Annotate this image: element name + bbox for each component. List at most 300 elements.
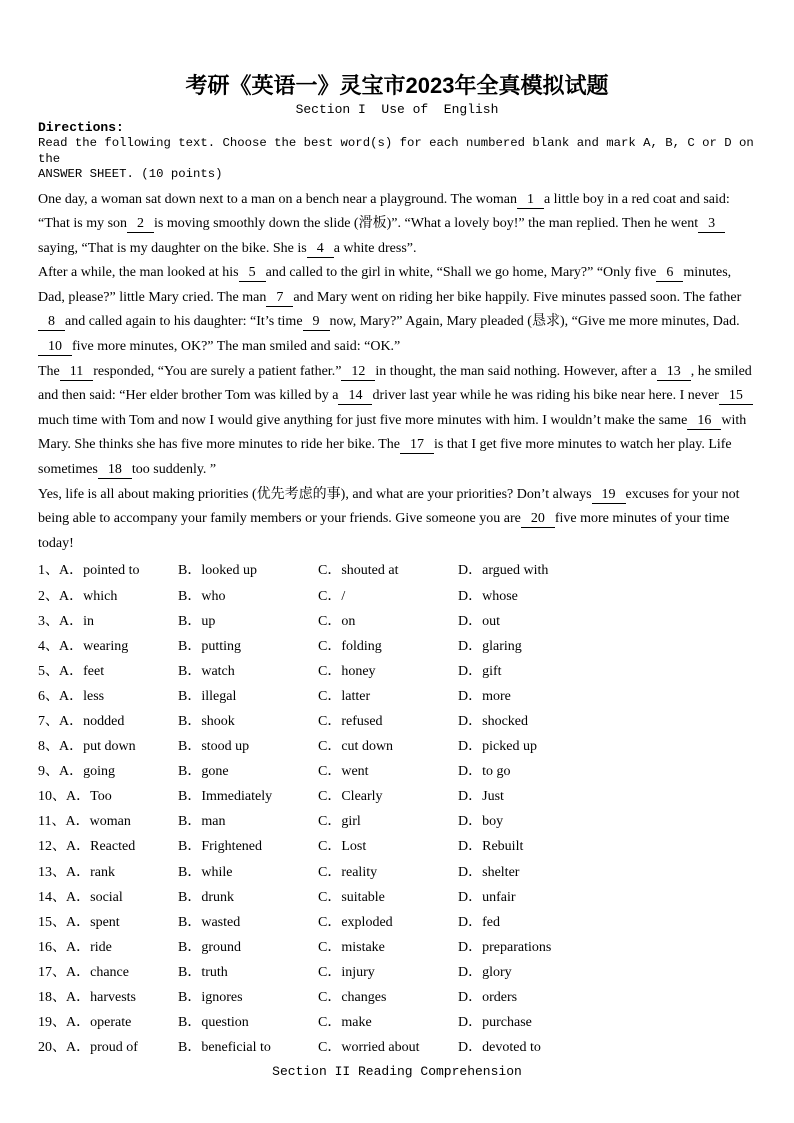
option-label: A． (66, 789, 91, 805)
question-16-option-c (318, 935, 458, 960)
question-number: 1、 (38, 563, 59, 579)
option-text: went (341, 764, 369, 780)
question-8-option-c (318, 734, 458, 759)
question-10-option-a (38, 784, 178, 809)
option-label: C． (318, 1040, 342, 1056)
option-label: D． (458, 939, 483, 955)
option-text: beneficial to (201, 1040, 271, 1056)
option-text: Frightened (201, 839, 262, 855)
question-11-option-d (458, 809, 756, 834)
option-label: A． (66, 939, 91, 955)
question-3-option-b (178, 609, 318, 634)
option-text: cut down (341, 739, 394, 755)
question-11-option-c (318, 809, 458, 834)
question-number: 19、 (38, 1015, 66, 1031)
option-text: reality (341, 864, 378, 880)
option-label: A． (59, 638, 84, 654)
option-label: C． (318, 914, 342, 930)
option-text: operate (90, 1015, 132, 1031)
question-row-1 (38, 558, 756, 583)
option-label: C． (318, 588, 342, 604)
option-text: social (90, 889, 123, 905)
question-14-option-b (178, 885, 318, 910)
question-row-10 (38, 784, 756, 809)
option-label: B． (178, 914, 202, 930)
cloze-blank-7: 7 (266, 289, 293, 307)
question-number: 13、 (38, 864, 66, 880)
option-text: argued with (482, 563, 549, 579)
option-text: exploded (341, 914, 393, 930)
option-text: drunk (201, 889, 235, 905)
question-1-option-a (38, 558, 178, 583)
option-text: chance (90, 964, 129, 980)
option-text: suitable (341, 889, 385, 905)
question-7-option-d (458, 709, 756, 734)
option-label: D． (458, 814, 483, 830)
passage-paragraph: One day, a woman sat down next to a man on a bench near a playground. The woman 1 a little boy in a red coat and said: “That is my son 2 is moving smoothly down the slide (滑板)”. “What a lovely boy!” the man replied. Then he went 3saying, “That is my daughter on the bike. She is 4 a white dress”. (38, 191, 730, 256)
section2-heading: Section II Reading Comprehension (272, 1064, 522, 1080)
question-row-12 (38, 834, 756, 859)
option-text: put down (83, 739, 136, 755)
question-15-option-c (318, 910, 458, 935)
option-label: B． (178, 839, 202, 855)
option-label: B． (178, 939, 202, 955)
option-text: less (83, 688, 105, 704)
question-18-option-a (38, 985, 178, 1010)
option-label: D． (458, 914, 483, 930)
question-row-18 (38, 985, 756, 1010)
question-number: 12、 (38, 839, 66, 855)
question-15-option-b (178, 910, 318, 935)
question-10-option-b (178, 784, 318, 809)
cloze-blank-2: 2 (127, 215, 154, 233)
option-label: A． (59, 688, 84, 704)
option-label: C． (318, 739, 342, 755)
question-20-option-a (38, 1035, 178, 1060)
question-5-option-c (318, 659, 458, 684)
option-label: A． (59, 713, 84, 729)
option-text: to go (482, 764, 511, 780)
option-text: shook (201, 713, 235, 729)
option-label: B． (178, 588, 202, 604)
option-text: man (201, 814, 226, 830)
option-text: shelter (482, 864, 520, 880)
option-text: picked up (482, 739, 537, 755)
option-label: D． (458, 663, 483, 679)
option-label: A． (66, 990, 91, 1005)
option-label: C． (318, 814, 342, 830)
option-text: rank (90, 864, 116, 880)
question-number: 4、 (38, 638, 59, 654)
question-12-option-c (318, 834, 458, 859)
option-label: A． (59, 588, 84, 604)
question-number: 10、 (38, 789, 66, 805)
option-text: / (341, 588, 346, 604)
option-text: devoted to (482, 1040, 541, 1056)
option-label: A． (59, 613, 84, 629)
option-text: stood up (201, 739, 250, 755)
option-label: A． (65, 814, 90, 830)
question-11-option-b (178, 809, 318, 834)
question-18-option-c (318, 985, 458, 1010)
option-text: refused (341, 713, 383, 729)
question-5-option-d (458, 659, 756, 684)
option-label: C． (318, 688, 342, 704)
option-label: A． (59, 563, 84, 579)
option-label: D． (458, 864, 483, 880)
option-label: D． (458, 764, 483, 780)
question-6-option-b (178, 684, 318, 709)
option-text: proud of (90, 1040, 138, 1056)
question-number: 5、 (38, 663, 59, 679)
cloze-blank-18: 18 (98, 461, 132, 479)
question-12-option-d (458, 834, 756, 859)
option-text: in (83, 613, 95, 629)
question-15-option-a (38, 910, 178, 935)
option-label: C． (318, 613, 342, 629)
question-row-6 (38, 684, 756, 709)
option-label: A． (66, 889, 91, 905)
option-label: B． (178, 563, 202, 579)
question-row-8 (38, 734, 756, 759)
question-row-7 (38, 709, 756, 734)
question-4-option-d (458, 634, 756, 659)
question-13-option-b (178, 860, 318, 885)
question-7-option-c (318, 709, 458, 734)
option-label: D． (458, 739, 483, 755)
question-9-option-d (458, 759, 756, 784)
question-number: 17、 (38, 964, 66, 980)
option-text: worried about (341, 1040, 420, 1056)
question-4-option-c (318, 634, 458, 659)
option-text: purchase (482, 1015, 532, 1031)
option-text: more (482, 688, 511, 704)
question-1-option-c (318, 558, 458, 583)
question-18-option-d (458, 985, 756, 1010)
option-text: harvests (90, 990, 137, 1005)
option-text: ignores (201, 990, 243, 1005)
question-5-option-a (38, 659, 178, 684)
option-label: C． (318, 1015, 342, 1031)
question-row-16 (38, 935, 756, 960)
option-text: ride (90, 939, 112, 955)
question-row-11 (38, 809, 756, 834)
option-label: B． (178, 739, 202, 755)
question-1-option-d (458, 558, 756, 583)
question-3-option-d (458, 609, 756, 634)
option-text: shocked (482, 713, 529, 729)
option-label: D． (458, 1040, 483, 1056)
cloze-blank-15: 15 (719, 387, 753, 405)
cloze-blank-10: 10 (38, 338, 72, 356)
option-text: preparations (482, 939, 552, 955)
question-number: 18、 (38, 990, 66, 1005)
question-19-option-d (458, 1010, 756, 1035)
option-label: B． (178, 1015, 202, 1031)
question-row-14 (38, 885, 756, 910)
question-17-option-d (458, 960, 756, 985)
question-row-3 (38, 609, 756, 634)
passage-paragraph: After a while, the man looked at his 5 and called to the girl in white, “Shall we go home, Mary?” “Only five 6 minutes, Dad, please?” little Mary cried. The man 7 and Mary went on riding her bike happily. Five minutes passed soon. The father8 and called again to his daughter: “It’s time 9 now, Mary?” Again, Mary pleaded (恳求), “Give me more minutes, Dad.10 five more minutes, OK?” The man smiled and said: “OK.” (38, 265, 742, 355)
option-label: A． (66, 914, 91, 930)
option-text: Rebuilt (482, 839, 524, 855)
question-2-option-b (178, 584, 318, 609)
question-6-option-d (458, 684, 756, 709)
question-13-option-a (38, 860, 178, 885)
option-label: B． (178, 688, 202, 704)
option-label: B． (178, 638, 202, 654)
option-text: orders (482, 990, 518, 1005)
option-label: C． (318, 990, 342, 1005)
option-label: B． (178, 814, 202, 830)
option-text: woman (89, 814, 131, 830)
option-label: C． (318, 663, 342, 679)
option-label: A． (59, 739, 84, 755)
question-row-20 (38, 1035, 756, 1060)
cloze-blank-20: 20 (521, 510, 555, 528)
option-text: going (83, 764, 116, 780)
question-8-option-a (38, 734, 178, 759)
option-text: which (83, 588, 118, 604)
option-text: changes (341, 990, 387, 1005)
option-text: Lost (341, 839, 367, 855)
question-3-option-c (318, 609, 458, 634)
option-label: C． (318, 638, 342, 654)
question-8-option-b (178, 734, 318, 759)
question-6-option-c (318, 684, 458, 709)
question-row-5 (38, 659, 756, 684)
question-number: 2、 (38, 588, 59, 604)
question-row-2 (38, 584, 756, 609)
option-label: A． (66, 1015, 91, 1031)
option-text: nodded (83, 713, 125, 729)
option-label: A． (66, 864, 91, 880)
option-text: gone (201, 764, 229, 780)
question-number: 11、 (38, 814, 66, 830)
question-12-option-a (38, 834, 178, 859)
cloze-blank-5: 5 (239, 264, 266, 282)
section1-heading: Section I Use of English (295, 102, 499, 117)
option-text: on (341, 613, 356, 629)
option-text: illegal (201, 688, 237, 704)
question-4-option-a (38, 634, 178, 659)
option-label: C． (318, 563, 342, 579)
option-text: question (201, 1015, 249, 1031)
question-16-option-d (458, 935, 756, 960)
question-16-option-b (178, 935, 318, 960)
question-number: 9、 (38, 764, 59, 780)
question-6-option-a (38, 684, 178, 709)
cloze-blank-9: 9 (303, 313, 330, 331)
page-title: 考研《英语一》灵宝市2023年全真模拟试题 (185, 73, 609, 98)
question-list (38, 558, 756, 1060)
question-row-9 (38, 759, 756, 784)
question-7-option-b (178, 709, 318, 734)
option-text: wearing (83, 638, 129, 654)
option-text: up (201, 613, 216, 629)
option-label: D． (458, 1015, 483, 1031)
option-text: watch (201, 663, 235, 679)
option-label: A． (66, 839, 91, 855)
option-text: boy (482, 814, 504, 830)
option-text: pointed to (83, 563, 140, 579)
option-text: gift (482, 663, 502, 679)
question-2-option-d (458, 584, 756, 609)
option-text: while (201, 864, 233, 880)
directions-line-2: ANSWER SHEET. (10 points) (38, 167, 223, 181)
cloze-blank-12: 12 (341, 363, 375, 381)
question-row-19 (38, 1010, 756, 1035)
question-20-option-b (178, 1035, 318, 1060)
option-text: Reacted (90, 839, 136, 855)
cloze-blank-1: 1 (517, 191, 544, 209)
option-text: make (341, 1015, 372, 1031)
question-19-option-c (318, 1010, 458, 1035)
passage-paragraph: Yes, life is all about making priorities (优先考虑的事), and what are your priorities? Don’t always 19 excuses for your not being able to accompany your family members or your friends. Give someone you are 20 five more minutes of your time today! (38, 486, 740, 551)
option-label: D． (458, 789, 483, 805)
question-14-option-c (318, 885, 458, 910)
question-2-option-c (318, 584, 458, 609)
cloze-blank-4: 4 (307, 240, 334, 258)
question-9-option-c (318, 759, 458, 784)
question-14-option-a (38, 885, 178, 910)
option-text: unfair (482, 889, 516, 905)
directions-line-1: Read the following text. Choose the best word(s) for each numbered blank and mark A, B, C or D on the (38, 136, 762, 166)
question-row-4 (38, 634, 756, 659)
option-label: B． (178, 889, 202, 905)
option-text: honey (341, 663, 376, 679)
option-text: whose (482, 588, 518, 604)
option-label: D． (458, 990, 483, 1005)
question-3-option-a (38, 609, 178, 634)
question-8-option-d (458, 734, 756, 759)
option-label: D． (458, 613, 483, 629)
cloze-passage (38, 188, 756, 557)
option-text: Clearly (341, 789, 383, 805)
question-number: 8、 (38, 739, 59, 755)
option-text: looked up (201, 563, 257, 579)
question-17-option-a (38, 960, 178, 985)
question-number: 6、 (38, 688, 59, 704)
question-5-option-b (178, 659, 318, 684)
option-label: C． (318, 789, 342, 805)
cloze-blank-8: 8 (38, 313, 65, 331)
cloze-blank-11: 11 (60, 363, 93, 381)
cloze-blank-16: 16 (687, 412, 721, 430)
question-17-option-c (318, 960, 458, 985)
option-text: feet (83, 663, 105, 679)
question-13-option-d (458, 860, 756, 885)
question-number: 3、 (38, 613, 59, 629)
question-row-17 (38, 960, 756, 985)
question-number: 15、 (38, 914, 66, 930)
question-13-option-c (318, 860, 458, 885)
option-label: B． (178, 1040, 202, 1056)
option-label: C． (318, 764, 342, 780)
question-1-option-b (178, 558, 318, 583)
question-14-option-d (458, 885, 756, 910)
option-label: D． (458, 889, 483, 905)
cloze-blank-19: 19 (592, 486, 626, 504)
option-label: D． (458, 688, 483, 704)
option-text: mistake (341, 939, 385, 955)
question-2-option-a (38, 584, 178, 609)
option-text: wasted (201, 914, 241, 930)
option-text: glory (482, 964, 512, 980)
question-12-option-b (178, 834, 318, 859)
option-label: A． (59, 764, 84, 780)
question-9-option-a (38, 759, 178, 784)
option-label: B． (178, 789, 202, 805)
question-number: 20、 (38, 1040, 66, 1056)
question-number: 7、 (38, 713, 59, 729)
question-row-15 (38, 910, 756, 935)
option-label: C． (318, 964, 342, 980)
option-label: B． (178, 764, 202, 780)
option-label: A． (66, 1040, 91, 1056)
option-label: C． (318, 864, 342, 880)
option-label: D． (458, 563, 483, 579)
question-17-option-b (178, 960, 318, 985)
option-label: D． (458, 839, 483, 855)
cloze-blank-3: 3 (698, 215, 725, 233)
option-text: glaring (482, 638, 522, 654)
option-label: B． (178, 964, 202, 980)
option-label: C． (318, 839, 342, 855)
directions-label: Directions: (38, 120, 124, 135)
question-16-option-a (38, 935, 178, 960)
question-20-option-d (458, 1035, 756, 1060)
option-label: A． (59, 663, 84, 679)
option-label: B． (178, 613, 202, 629)
option-text: folding (341, 638, 382, 654)
question-20-option-c (318, 1035, 458, 1060)
option-label: B． (178, 713, 202, 729)
option-text: injury (341, 964, 375, 980)
option-label: C． (318, 889, 342, 905)
option-text: spent (90, 914, 120, 930)
option-label: B． (178, 663, 202, 679)
question-7-option-a (38, 709, 178, 734)
option-label: C． (318, 939, 342, 955)
option-text: who (201, 588, 226, 604)
option-text: Immediately (201, 789, 273, 805)
question-4-option-b (178, 634, 318, 659)
option-text: girl (341, 814, 361, 830)
question-15-option-d (458, 910, 756, 935)
option-label: A． (66, 964, 91, 980)
question-row-13 (38, 860, 756, 885)
question-18-option-b (178, 985, 318, 1010)
option-label: C． (318, 713, 342, 729)
option-text: putting (201, 638, 242, 654)
question-19-option-a (38, 1010, 178, 1035)
question-9-option-b (178, 759, 318, 784)
question-10-option-d (458, 784, 756, 809)
question-19-option-b (178, 1010, 318, 1035)
option-label: D． (458, 964, 483, 980)
passage-paragraph: The 11 responded, “You are surely a patient father.” 12 in thought, the man said nothing. However, after a 13 , he smiled and then said: “Her elder brother Tom was killed by a 14 driver last year while he was riding his bike near here. I never 15much time with Tom and now I would give anything for just five more minutes with him. I wouldn’t make the same 16 with Mary. She thinks she has five more minutes to ride her bike. The 17 is that I get five more minutes to watch her play. Life sometimes 18 too suddenly. ” (38, 363, 752, 478)
cloze-blank-13: 13 (657, 363, 691, 381)
cloze-blank-14: 14 (338, 387, 372, 405)
option-text: latter (341, 688, 371, 704)
option-label: D． (458, 638, 483, 654)
cloze-blank-17: 17 (400, 436, 434, 454)
option-text: out (482, 613, 501, 629)
option-label: B． (178, 864, 202, 880)
option-text: fed (482, 914, 501, 930)
option-text: Just (482, 789, 504, 805)
